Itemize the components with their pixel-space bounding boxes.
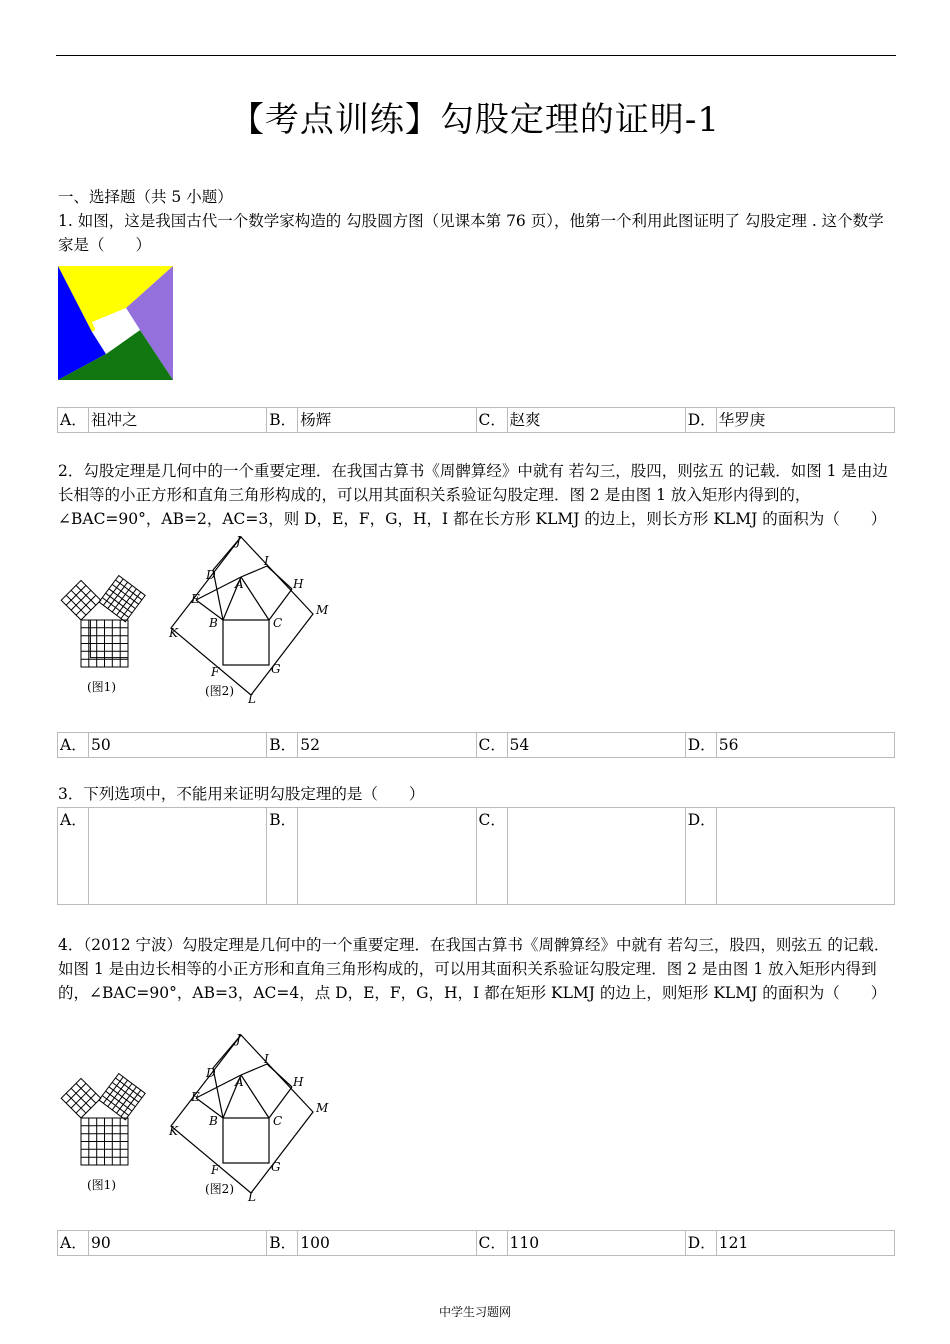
- q3-option-a[interactable]: A．: [58, 808, 266, 904]
- q4-option-c[interactable]: C． 110: [476, 1231, 685, 1255]
- point-l: L: [248, 692, 256, 706]
- q2-options: [57, 732, 895, 758]
- q4-figure-svg: [55, 1031, 345, 1206]
- q3-option-c[interactable]: C．: [476, 808, 685, 904]
- point-f: F: [211, 1163, 220, 1177]
- section-label: 一、选择题（共 5 小题）: [58, 188, 233, 206]
- q2-option-c[interactable]: C． 54: [476, 733, 685, 757]
- fig2-lines: [171, 537, 313, 695]
- question-4-text: 4．（2012 宁波）勾股定理是几何中的一个重要定理．在我国古算书《周髀算经》中就有 若勾三，股四，则弦五 的记载．如图 1 是由边长相等的小正方形和直角三角形构成的，可以用其面积关系验证勾股定理．图 2 是由图 1 放入矩形内得到的，∠BAC=90°，AB=3，AC=4，点 D，E，F，G，H，I 都在矩形 KLMJ 的边上，则矩形 KLMJ 的面积为（ ）: [58, 936, 890, 1002]
- question-2-text: 2．勾股定理是几何中的一个重要定理．在我国古算书《周髀算经》中就有 若勾三，股四，则弦五 的记载．如图 1 是由边长相等的小正方形和直角三角形构成的，可以用其面积关系验证勾股定理．图 2 是由图 1 放入矩形内得到的，∠BAC=90°，AB=2，AC=3，则 D，E，F，G，H，I 都在长方形 KLMJ 的边上，则长方形 KLMJ 的面积为（ ）: [58, 462, 888, 528]
- point-a: A: [235, 1075, 244, 1089]
- q1-option-a[interactable]: A． 祖冲之: [58, 408, 266, 432]
- point-g: G: [271, 662, 281, 676]
- q1-options: [57, 407, 895, 433]
- q2-figures: [55, 533, 345, 708]
- point-k: K: [169, 1124, 178, 1138]
- point-a: A: [235, 577, 244, 591]
- point-e: E: [191, 592, 200, 606]
- question-1-text: 1. 如图，这是我国古代一个数学家构造的 勾股圆方图（见课本第 76 页），他第一个利用此图证明了 勾股定理 . 这个数学家是（ ）: [58, 212, 884, 254]
- fig1-caption-q4: (图1): [87, 1178, 116, 1192]
- q4-option-b[interactable]: B． 100: [266, 1231, 475, 1255]
- q3-options: [57, 807, 895, 905]
- point-h: H: [293, 577, 304, 591]
- point-k: K: [169, 626, 178, 640]
- q2-figure-svg: [55, 533, 345, 708]
- q3-option-b[interactable]: B．: [266, 808, 475, 904]
- top-rule: [56, 55, 896, 56]
- fig2-caption-q4: (图2): [205, 1182, 234, 1196]
- q4-option-a[interactable]: A． 90: [58, 1231, 266, 1255]
- point-c: C: [273, 1114, 283, 1128]
- point-i: I: [264, 1052, 269, 1066]
- fig1-caption: (图1): [87, 680, 116, 694]
- point-j: J: [236, 534, 241, 548]
- q2-option-a[interactable]: A． 50: [58, 733, 266, 757]
- point-d: D: [206, 1066, 216, 1080]
- fig1-grid-q4: [61, 1074, 145, 1165]
- point-e: E: [191, 1090, 200, 1104]
- question-3-text: 3．下列选项中，不能用来证明勾股定理的是（ ）: [58, 785, 425, 803]
- q1-option-c[interactable]: C． 赵爽: [476, 408, 685, 432]
- q3-option-d[interactable]: D．: [685, 808, 894, 904]
- pythagoras-square-figure: [58, 266, 173, 380]
- point-b: B: [209, 1114, 218, 1128]
- point-l: L: [248, 1190, 256, 1204]
- point-m: M: [316, 603, 329, 617]
- point-i: I: [264, 554, 269, 568]
- q4-option-d[interactable]: D． 121: [685, 1231, 894, 1255]
- fig2-lines-q4: [171, 1035, 313, 1193]
- footer-text: 中学生习题网: [438, 1305, 511, 1319]
- q1-option-d[interactable]: D． 华罗庚: [685, 408, 894, 432]
- point-f: F: [211, 665, 220, 679]
- page-title: 【考点训练】勾股定理的证明-1: [229, 100, 721, 140]
- fig1-grid: [61, 576, 146, 676]
- point-h: H: [293, 1075, 304, 1089]
- point-g: G: [271, 1160, 281, 1174]
- point-m: M: [316, 1101, 329, 1115]
- point-c: C: [273, 616, 283, 630]
- q2-option-d[interactable]: D． 56: [685, 733, 894, 757]
- q4-figures: [55, 1031, 345, 1206]
- q1-option-b[interactable]: B． 杨辉: [266, 408, 475, 432]
- q2-option-b[interactable]: B． 52: [266, 733, 475, 757]
- point-j: J: [236, 1032, 241, 1046]
- point-b: B: [209, 616, 218, 630]
- fig2-caption: (图2): [205, 684, 234, 698]
- q4-options: [57, 1230, 895, 1256]
- point-d: D: [206, 568, 216, 582]
